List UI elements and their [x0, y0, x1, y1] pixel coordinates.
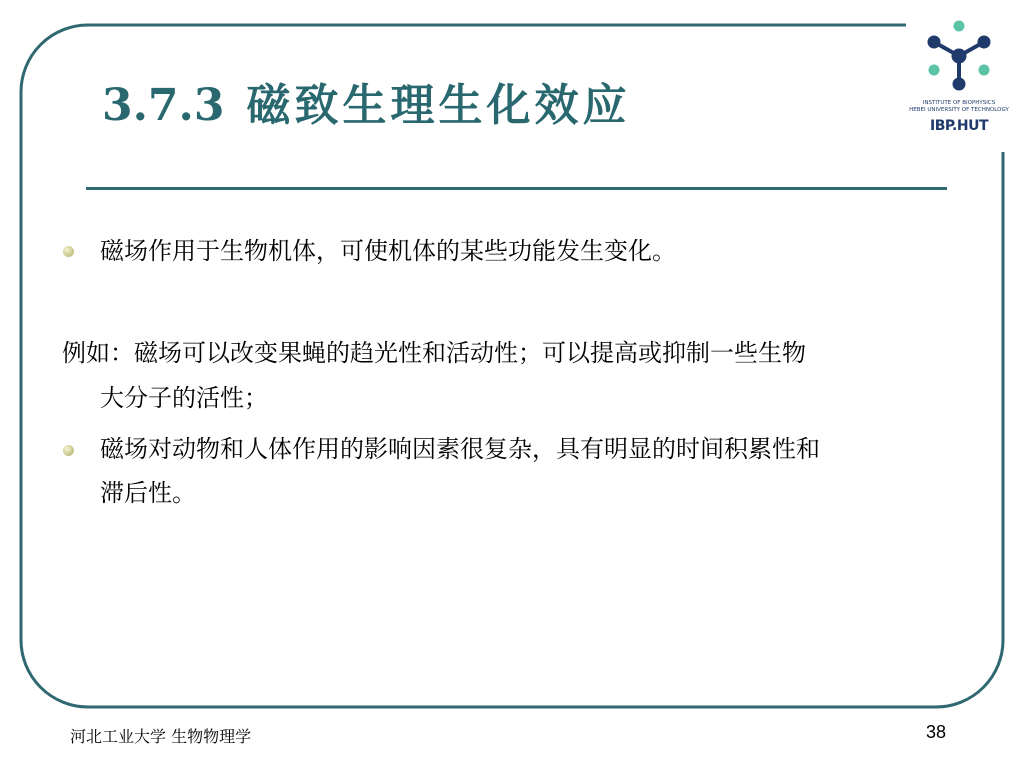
footer-course-label: 河北工业大学 生物物理学 — [70, 727, 252, 746]
bullet-2-line-2: 滞后性。 — [100, 479, 196, 507]
logo-brand-text: IBP.HUT — [929, 118, 989, 134]
slide-title-number: 3.7.3 — [102, 80, 225, 131]
example-line-2: 大分子的活性； — [100, 384, 268, 412]
logo-institute-text: INSTITUTE OF BIOPHYSICS — [922, 100, 996, 106]
bullet-2-line-1: 磁场对动物和人体作用的影响因素很复杂，具有明显的时间积累性和 — [100, 435, 820, 463]
title-divider — [86, 187, 947, 190]
bullet-icon — [63, 246, 74, 257]
slide-title — [102, 76, 630, 136]
bullet-icon — [63, 445, 74, 456]
example-line-1: 例如：磁场可以改变果蝇的趋光性和活动性；可以提高或抑制一些生物 — [62, 339, 806, 367]
ibp-hut-logo — [900, 14, 1018, 144]
logo-university-text: HEBEI UNIVERSITY OF TECHNOLOGY — [909, 107, 1009, 113]
molecule-icon — [900, 14, 1018, 100]
page-number: 38 — [925, 722, 946, 742]
bullet-1-text: 磁场作用于生物机体，可使机体的某些功能发生变化。 — [100, 237, 676, 265]
slide-title-text: 磁致生理生化效应 — [246, 80, 631, 131]
